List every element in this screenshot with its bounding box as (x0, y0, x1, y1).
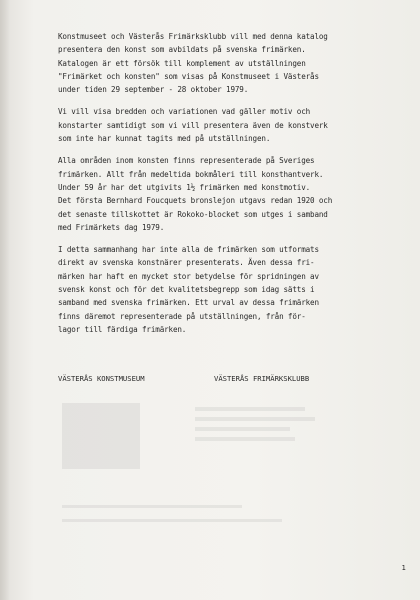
text-line: direkt av svenska konstnärer presenterats. Även dessa fri- (58, 258, 315, 268)
text-line: under tiden 29 september - 28 oktober 1979. (58, 85, 249, 95)
text-line: presentera den konst som avbildats på svenska frimärken. (58, 45, 306, 55)
signature-stamp-club: VÄSTERÅS FRIMÄRKSKLUBB (214, 374, 310, 383)
text-line: Vi vill visa bredden och variationen vad gäller motiv och (58, 107, 311, 117)
text-line: lagor till färdiga frimärken. (58, 324, 187, 334)
text-line: finns däremot representerade på utställningen, från för- (58, 311, 306, 321)
reverse-side-bleed-through (50, 395, 350, 595)
text-line: som inte har kunnat tagits med på utställningen. (58, 134, 271, 144)
text-line: Det första Bernhard Foucquets bronslejon utgavs redan 1920 och (58, 196, 333, 206)
body-text (58, 30, 393, 345)
text-line: konstarter samtidigt som vi vill presentera även de konstverk (58, 120, 328, 130)
page-number: 1 (401, 564, 406, 572)
text-line: frimärken. Allt från medeltida bokmåleri till konsthantverk. (58, 169, 324, 179)
text-line: samband med svenska frimärken. Ett urval av dessa frimärken (58, 298, 319, 308)
paragraph (58, 30, 393, 96)
signature-museum: VÄSTERÅS KONSTMUSEUM (58, 374, 145, 383)
text-line: I detta sammanhang har inte alla de frimärken som utformats (58, 245, 319, 255)
paragraph (58, 154, 393, 234)
text-line: märken har haft en mycket stor betydelse för spridningen av (58, 271, 319, 281)
text-line: det senaste tillskottet är Rokoko-blocket som utges i samband (58, 209, 328, 219)
text-line: med Frimärkets dag 1979. (58, 222, 165, 232)
paragraph (58, 105, 393, 145)
text-line: Alla områden inom konsten finns representerade på Sveriges (58, 156, 315, 166)
text-line: Konstmuseet och Västerås Frimärksklubb vill med denna katalog (58, 32, 328, 41)
text-line: "Frimärket och konsten" som visas på Konstmuseet i Västerås (58, 71, 319, 81)
text-line: Katalogen är ett försök till komplement av utställningen (58, 58, 306, 68)
page-edge-shadow (0, 0, 10, 600)
text-line: svensk konst och för det kvalitetsbegrepp som idag sätts i (58, 285, 315, 295)
text-line: Under 59 år har det utgivits 1½ frimärken med konstmotiv. (58, 182, 311, 192)
paragraph (58, 243, 393, 336)
